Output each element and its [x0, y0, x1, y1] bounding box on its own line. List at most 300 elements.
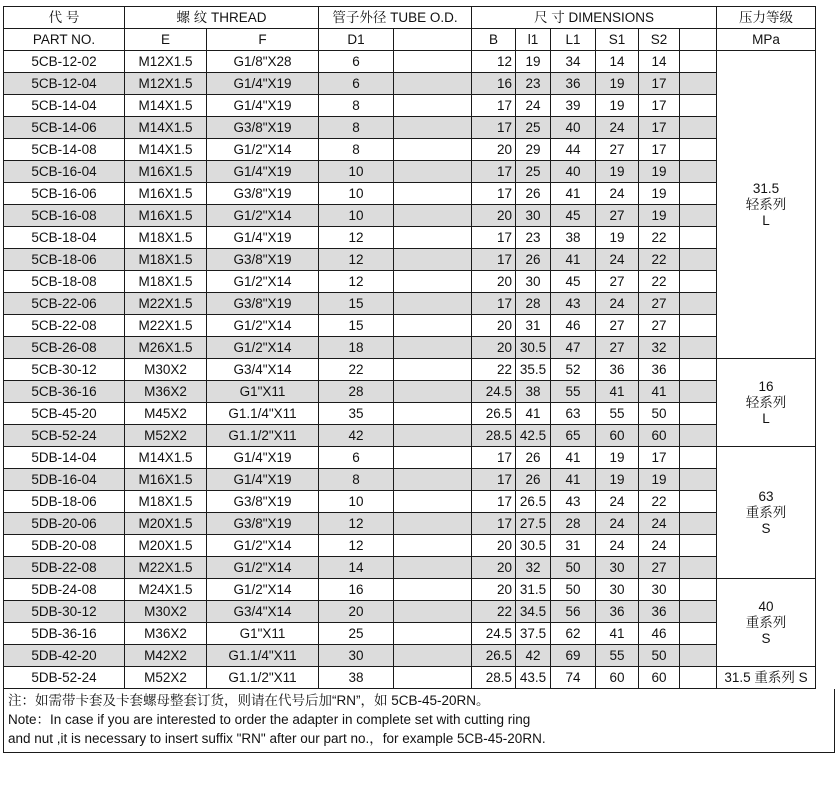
thread-e-cell: M52X2	[125, 667, 207, 689]
dim-L1-cell: 45	[551, 271, 596, 293]
tube-od-cell: 15	[319, 315, 394, 337]
thread-e-cell: M18X1.5	[125, 271, 207, 293]
thread-e-cell: M52X2	[125, 425, 207, 447]
table-row	[4, 381, 816, 403]
pressure-unit-header: MPa	[717, 29, 816, 51]
blank-cell	[394, 535, 472, 557]
blank-cell	[394, 51, 472, 73]
part-no-cell: 5CB-16-08	[4, 205, 125, 227]
blank-cell	[394, 425, 472, 447]
dim-s2-cell: 17	[639, 95, 680, 117]
blank-cell	[680, 227, 717, 249]
dim-L1-cell: 62	[551, 623, 596, 645]
dim-b-cell: 17	[472, 447, 516, 469]
dim-L1-cell: 63	[551, 403, 596, 425]
table-row	[4, 491, 816, 513]
dim-L1-cell: 41	[551, 469, 596, 491]
tube-od-cell: 35	[319, 403, 394, 425]
dim-L1-cell: 55	[551, 381, 596, 403]
dim-L1-cell: 34	[551, 51, 596, 73]
blank-cell	[394, 381, 472, 403]
dim-s2-cell: 22	[639, 271, 680, 293]
thread-f-cell: G1/8"X28	[207, 51, 319, 73]
blank-cell	[680, 491, 717, 513]
dim-s1-cell: 27	[596, 337, 639, 359]
thread-e-cell: M14X1.5	[125, 95, 207, 117]
blank-cell	[680, 447, 717, 469]
dim-s1-cell: 24	[596, 491, 639, 513]
dim-b-cell: 26.5	[472, 645, 516, 667]
blank-cell	[394, 183, 472, 205]
dim-l1-cell: 23	[516, 73, 551, 95]
dim-b-cell: 12	[472, 51, 516, 73]
blank-cell	[680, 51, 717, 73]
tube-od-cell: 6	[319, 51, 394, 73]
thread-e-cell: M22X1.5	[125, 557, 207, 579]
note-line-en-1: Note：In case if you are interested to order the adapter in complete set with cutting ring	[8, 712, 531, 727]
dim-s1-cell: 55	[596, 403, 639, 425]
dim-b-cell: 20	[472, 535, 516, 557]
dim-L1-cell: 56	[551, 601, 596, 623]
thread-f-cell: G1/2"X14	[207, 579, 319, 601]
part-no-cell: 5CB-16-04	[4, 161, 125, 183]
thread-f-cell: G3/8"X19	[207, 183, 319, 205]
dim-s2-cell: 60	[639, 425, 680, 447]
dim-s2-cell: 32	[639, 337, 680, 359]
thread-f-cell: G1/2"X14	[207, 139, 319, 161]
tube-od-cell: 16	[319, 579, 394, 601]
thread-f-cell: G1.1/2"X11	[207, 425, 319, 447]
dim-s1-cell: 27	[596, 139, 639, 161]
blank-header	[394, 29, 472, 51]
dim-b-cell: 24.5	[472, 623, 516, 645]
blank-cell	[394, 645, 472, 667]
dim-b-cell: 20	[472, 315, 516, 337]
dim-s1-cell: 36	[596, 359, 639, 381]
col-d1-header: D1	[319, 29, 394, 51]
dim-l1-cell: 31.5	[516, 579, 551, 601]
dim-l1-cell: 37.5	[516, 623, 551, 645]
pressure-header: 压力等级	[717, 7, 816, 29]
pressure-value: 63	[758, 488, 774, 504]
blank-cell	[394, 403, 472, 425]
dim-L1-cell: 41	[551, 183, 596, 205]
thread-f-cell: G1/4"X19	[207, 469, 319, 491]
blank-cell	[680, 117, 717, 139]
tube-od-cell: 28	[319, 381, 394, 403]
dim-s1-cell: 30	[596, 557, 639, 579]
blank-cell	[394, 601, 472, 623]
dim-L1-cell: 74	[551, 667, 596, 689]
thread-e-cell: M30X2	[125, 601, 207, 623]
thread-f-cell: G1.1/4"X11	[207, 403, 319, 425]
table-row	[4, 161, 816, 183]
dim-b-cell: 17	[472, 227, 516, 249]
dim-l1-cell: 34.5	[516, 601, 551, 623]
dim-s1-cell: 55	[596, 645, 639, 667]
dim-L1-cell: 41	[551, 447, 596, 469]
table-row	[4, 205, 816, 227]
blank-cell	[680, 557, 717, 579]
dim-s2-cell: 22	[639, 249, 680, 271]
part-no-cell: 5CB-14-04	[4, 95, 125, 117]
dim-b-cell: 20	[472, 337, 516, 359]
table-row	[4, 293, 816, 315]
pressure-rating-cell	[717, 667, 816, 689]
dim-s2-cell: 24	[639, 513, 680, 535]
table-row	[4, 579, 816, 601]
pressure-rating-cell	[717, 579, 816, 667]
table-row	[4, 51, 816, 73]
blank-cell	[394, 557, 472, 579]
dim-l1-cell: 32	[516, 557, 551, 579]
blank-header	[680, 29, 717, 51]
dim-b-cell: 17	[472, 183, 516, 205]
blank-cell	[680, 161, 717, 183]
dim-s1-cell: 19	[596, 469, 639, 491]
thread-e-cell: M16X1.5	[125, 469, 207, 491]
pressure-value: 31.5	[752, 180, 780, 196]
part-no-cell: 5CB-45-20	[4, 403, 125, 425]
thread-f-cell: G1/2"X14	[207, 337, 319, 359]
blank-cell	[394, 359, 472, 381]
tube-od-cell: 8	[319, 117, 394, 139]
table-row	[4, 513, 816, 535]
blank-cell	[394, 205, 472, 227]
dim-s1-cell: 24	[596, 249, 639, 271]
blank-cell	[394, 667, 472, 689]
dim-s1-cell: 27	[596, 271, 639, 293]
blank-cell	[394, 469, 472, 491]
dim-l1-cell: 26	[516, 183, 551, 205]
table-row	[4, 601, 816, 623]
dim-L1-cell: 31	[551, 535, 596, 557]
dim-L1-cell: 28	[551, 513, 596, 535]
dim-s2-cell: 50	[639, 403, 680, 425]
dim-l1-cell: 28	[516, 293, 551, 315]
table-row	[4, 227, 816, 249]
dim-b-cell: 20	[472, 557, 516, 579]
dim-b-cell: 17	[472, 249, 516, 271]
part-no-cell: 5DB-20-08	[4, 535, 125, 557]
dim-l1-cell: 26	[516, 447, 551, 469]
tube-od-cell: 30	[319, 645, 394, 667]
dim-s2-cell: 17	[639, 447, 680, 469]
tube-od-cell: 14	[319, 557, 394, 579]
table-row	[4, 271, 816, 293]
dim-L1-cell: 47	[551, 337, 596, 359]
table-row	[4, 95, 816, 117]
part-no-cell: 5DB-30-12	[4, 601, 125, 623]
thread-e-cell: M20X1.5	[125, 535, 207, 557]
thread-f-cell: G3/4"X14	[207, 601, 319, 623]
tube-od-cell: 10	[319, 161, 394, 183]
thread-f-cell: G1"X11	[207, 623, 319, 645]
thread-e-cell: M45X2	[125, 403, 207, 425]
thread-e-cell: M24X1.5	[125, 579, 207, 601]
dim-L1-cell: 39	[551, 95, 596, 117]
thread-header: 螺 纹 THREAD	[125, 7, 319, 29]
table-row	[4, 359, 816, 381]
pressure-code: L	[762, 410, 770, 426]
part-no-cell: 5CB-30-12	[4, 359, 125, 381]
pressure-series: 轻系列	[745, 196, 787, 212]
dim-s1-cell: 19	[596, 161, 639, 183]
part-no-cell: 5CB-18-04	[4, 227, 125, 249]
part-no-cell: 5DB-18-06	[4, 491, 125, 513]
dim-l1-cell: 35.5	[516, 359, 551, 381]
blank-cell	[394, 95, 472, 117]
tube-od-cell: 15	[319, 293, 394, 315]
tube-od-cell: 12	[319, 271, 394, 293]
thread-e-cell: M14X1.5	[125, 139, 207, 161]
dim-s2-cell: 36	[639, 359, 680, 381]
part-no-cell: 5CB-36-16	[4, 381, 125, 403]
thread-e-cell: M42X2	[125, 645, 207, 667]
thread-e-cell: M20X1.5	[125, 513, 207, 535]
blank-cell	[680, 667, 717, 689]
dim-L1-cell: 69	[551, 645, 596, 667]
dim-s1-cell: 27	[596, 205, 639, 227]
dim-l1-cell: 30.5	[516, 337, 551, 359]
blank-cell	[394, 315, 472, 337]
thread-e-cell: M18X1.5	[125, 249, 207, 271]
thread-f-cell: G1.1/4"X11	[207, 645, 319, 667]
dim-s2-cell: 27	[639, 293, 680, 315]
part-no-cell: 5DB-52-24	[4, 667, 125, 689]
tube-od-cell: 25	[319, 623, 394, 645]
dim-b-cell: 20	[472, 205, 516, 227]
thread-e-cell: M30X2	[125, 359, 207, 381]
dim-b-cell: 17	[472, 293, 516, 315]
dim-s1-cell: 41	[596, 623, 639, 645]
thread-f-cell: G1/4"X19	[207, 447, 319, 469]
blank-cell	[680, 535, 717, 557]
dim-s2-cell: 50	[639, 645, 680, 667]
thread-f-cell: G3/8"X19	[207, 117, 319, 139]
dim-L1-cell: 43	[551, 491, 596, 513]
tube-od-cell: 6	[319, 447, 394, 469]
blank-cell	[394, 117, 472, 139]
dim-l1-cell: 24	[516, 95, 551, 117]
dim-L1-cell: 40	[551, 117, 596, 139]
dim-s2-cell: 19	[639, 161, 680, 183]
dim-b-cell: 20	[472, 579, 516, 601]
table-row	[4, 337, 816, 359]
table-row	[4, 447, 816, 469]
table-row	[4, 535, 816, 557]
part-no-cell: 5CB-18-08	[4, 271, 125, 293]
dim-b-cell: 22	[472, 601, 516, 623]
blank-cell	[680, 359, 717, 381]
dim-l1-cell: 25	[516, 161, 551, 183]
dim-s2-cell: 19	[639, 183, 680, 205]
thread-e-cell: M26X1.5	[125, 337, 207, 359]
dim-s2-cell: 27	[639, 315, 680, 337]
col-l1-header: l1	[516, 29, 551, 51]
table-row	[4, 645, 816, 667]
col-f-header: F	[207, 29, 319, 51]
blank-cell	[680, 183, 717, 205]
blank-cell	[680, 271, 717, 293]
table-row	[4, 469, 816, 491]
table-row	[4, 315, 816, 337]
blank-cell	[680, 403, 717, 425]
tube-od-cell: 42	[319, 425, 394, 447]
dim-L1-cell: 43	[551, 293, 596, 315]
thread-f-cell: G1/4"X19	[207, 95, 319, 117]
dim-l1-cell: 41	[516, 403, 551, 425]
dim-b-cell: 17	[472, 513, 516, 535]
dim-s2-cell: 17	[639, 139, 680, 161]
blank-cell	[394, 139, 472, 161]
dim-s1-cell: 19	[596, 227, 639, 249]
blank-cell	[680, 381, 717, 403]
dim-L1-cell: 50	[551, 579, 596, 601]
blank-cell	[394, 447, 472, 469]
dim-L1-cell: 40	[551, 161, 596, 183]
blank-cell	[680, 315, 717, 337]
blank-cell	[680, 513, 717, 535]
tube-od-cell: 12	[319, 249, 394, 271]
part-no-cell: 5CB-18-06	[4, 249, 125, 271]
dim-s2-cell: 19	[639, 205, 680, 227]
thread-e-cell: M36X2	[125, 381, 207, 403]
pressure-series: 重系列	[745, 504, 787, 520]
dim-b-cell: 24.5	[472, 381, 516, 403]
dim-l1-cell: 26	[516, 249, 551, 271]
dim-s2-cell: 24	[639, 535, 680, 557]
dim-s2-cell: 60	[639, 667, 680, 689]
order-note	[3, 689, 835, 753]
table-row	[4, 73, 816, 95]
thread-f-cell: G1/4"X19	[207, 161, 319, 183]
tube-od-cell: 8	[319, 139, 394, 161]
part-no-en-header: PART NO.	[4, 29, 125, 51]
tube-od-header: 管子外径 TUBE O.D.	[319, 7, 472, 29]
dim-s1-cell: 24	[596, 117, 639, 139]
thread-f-cell: G1/2"X14	[207, 557, 319, 579]
blank-cell	[680, 469, 717, 491]
dim-s1-cell: 41	[596, 381, 639, 403]
part-no-cell: 5DB-36-16	[4, 623, 125, 645]
dim-L1-cell: 46	[551, 315, 596, 337]
tube-od-cell: 12	[319, 535, 394, 557]
part-no-cell: 5DB-22-08	[4, 557, 125, 579]
col-e-header: E	[125, 29, 207, 51]
blank-cell	[394, 249, 472, 271]
dim-s1-cell: 24	[596, 293, 639, 315]
blank-cell	[680, 425, 717, 447]
dim-s1-cell: 19	[596, 95, 639, 117]
dim-l1-cell: 26.5	[516, 491, 551, 513]
tube-od-cell: 6	[319, 73, 394, 95]
part-no-cn-header: 代 号	[4, 7, 125, 29]
dim-s2-cell: 19	[639, 469, 680, 491]
dim-s1-cell: 60	[596, 667, 639, 689]
blank-cell	[394, 293, 472, 315]
table-row	[4, 425, 816, 447]
note-line-en-2: and nut ,it is necessary to insert suffix "RN" after our part no.，for example 5CB-45-20RN.	[8, 731, 546, 746]
pressure-rating-text: 31.5 重系列 S	[724, 669, 808, 685]
dim-s2-cell: 17	[639, 117, 680, 139]
dim-s1-cell: 14	[596, 51, 639, 73]
blank-cell	[394, 73, 472, 95]
dim-L1-cell: 50	[551, 557, 596, 579]
thread-e-cell: M16X1.5	[125, 205, 207, 227]
part-no-cell: 5CB-22-08	[4, 315, 125, 337]
dim-b-cell: 20	[472, 271, 516, 293]
dim-s2-cell: 17	[639, 73, 680, 95]
blank-cell	[394, 271, 472, 293]
dim-s1-cell: 24	[596, 183, 639, 205]
tube-od-cell: 10	[319, 183, 394, 205]
tube-od-cell: 8	[319, 95, 394, 117]
col-b-header: B	[472, 29, 516, 51]
dim-b-cell: 17	[472, 161, 516, 183]
table-row	[4, 623, 816, 645]
blank-cell	[680, 249, 717, 271]
part-no-cell: 5DB-20-06	[4, 513, 125, 535]
blank-cell	[680, 579, 717, 601]
table-row	[4, 183, 816, 205]
dim-l1-cell: 43.5	[516, 667, 551, 689]
thread-f-cell: G3/8"X19	[207, 249, 319, 271]
pressure-series: 轻系列	[745, 394, 787, 410]
pressure-code: L	[762, 212, 770, 228]
thread-f-cell: G1/4"X19	[207, 227, 319, 249]
dim-l1-cell: 29	[516, 139, 551, 161]
part-no-cell: 5CB-12-04	[4, 73, 125, 95]
thread-e-cell: M16X1.5	[125, 161, 207, 183]
tube-od-cell: 38	[319, 667, 394, 689]
tube-od-cell: 20	[319, 601, 394, 623]
thread-f-cell: G3/8"X19	[207, 293, 319, 315]
tube-od-cell: 12	[319, 227, 394, 249]
thread-f-cell: G3/4"X14	[207, 359, 319, 381]
blank-cell	[394, 623, 472, 645]
thread-f-cell: G1/2"X14	[207, 535, 319, 557]
pressure-value: 40	[758, 598, 774, 614]
pressure-series: 重系列	[745, 614, 787, 630]
thread-f-cell: G1"X11	[207, 381, 319, 403]
pressure-value: 16	[758, 378, 774, 394]
dim-s1-cell: 24	[596, 535, 639, 557]
pressure-rating-cell	[717, 447, 816, 579]
thread-e-cell: M12X1.5	[125, 51, 207, 73]
table-row	[4, 557, 816, 579]
blank-cell	[394, 161, 472, 183]
dim-s1-cell: 19	[596, 73, 639, 95]
thread-e-cell: M16X1.5	[125, 183, 207, 205]
dim-L1-cell: 44	[551, 139, 596, 161]
blank-cell	[680, 293, 717, 315]
dim-L1-cell: 41	[551, 249, 596, 271]
tube-od-cell: 12	[319, 513, 394, 535]
blank-cell	[394, 513, 472, 535]
tube-od-cell: 10	[319, 491, 394, 513]
blank-cell	[394, 337, 472, 359]
col-s2-header: S2	[639, 29, 680, 51]
table-row	[4, 139, 816, 161]
table-row	[4, 249, 816, 271]
dim-L1-cell: 45	[551, 205, 596, 227]
dim-s2-cell: 36	[639, 601, 680, 623]
thread-f-cell: G3/8"X19	[207, 513, 319, 535]
blank-cell	[680, 623, 717, 645]
blank-cell	[394, 491, 472, 513]
part-no-cell: 5CB-26-08	[4, 337, 125, 359]
